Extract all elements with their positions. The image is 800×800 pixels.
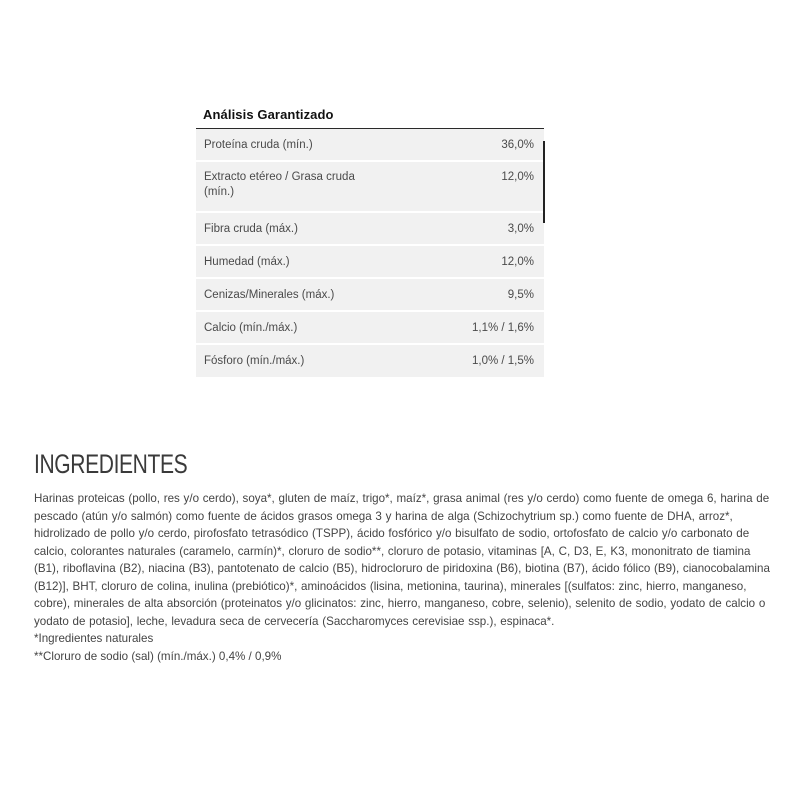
natural-ingredients-note: *Ingredientes naturales bbox=[34, 632, 154, 645]
analysis-table bbox=[196, 128, 544, 377]
scroll-indicator bbox=[543, 141, 545, 223]
ingredients-text: Harinas proteicas (pollo, res y/o cerdo), soya*, gluten de maíz, trigo*, maíz*, grasa animal (res y/o cerdo) como fuente de omega 6, harina de pescado (atún y/o salmón) como fuente de ácidos grasos omega 3 y harina de alga (Schizochytrium sp.) como fuente de DHA, arroz*, hidrolizado de pollo y/o cerdo, pirofosfato tetrasódico (TSPP), ácido fosfórico y/o bisulfato de sodio, ortofosfato de calcio y/o carbonato de calcio, colorantes naturales (caramelo, carmín)*, cloruro de sodio**, cloruro de potasio, vitaminas [A, C, D3, E, K3, mononitrato de tiamina (B1), riboflavina (B2), niacina (B3), pantotenato de calcio (B5), hidrocloruro de piridoxina (B6), biotina (B7), ácido fólico (B9), cianocobalamina (B12)], BHT, cloruro de colina, inulina (prebiótico)*, aminoácidos (lisina, metionina, taurina), minerales [(sulfatos: zinc, hierro, manganeso, cobre), minerales de alta absorción (proteinatos y/o glicinatos: zinc, hierro, manganeso, cobre, selenio), selenito de sodio, yodato de calcio o yodato de potasio], leche, levadura seca de cervecería (Saccharomyces cerevisiae ssp.), espinaca*. bbox=[34, 492, 770, 628]
analysis-label: Fibra cruda (máx.) bbox=[204, 223, 298, 235]
analysis-row-ash bbox=[196, 279, 544, 310]
analysis-label: Calcio (mín./máx.) bbox=[204, 322, 298, 334]
analysis-row-moisture bbox=[196, 246, 544, 277]
analysis-title: Análisis Garantizado bbox=[203, 107, 334, 122]
analysis-value: 9,5% bbox=[507, 289, 534, 301]
analysis-label: Fósforo (mín./máx.) bbox=[204, 355, 305, 367]
analysis-row-protein bbox=[196, 129, 544, 160]
analysis-row-calcium bbox=[196, 312, 544, 343]
guaranteed-analysis bbox=[196, 102, 544, 379]
analysis-value: 1,0% / 1,5% bbox=[471, 355, 534, 367]
analysis-value: 36,0% bbox=[501, 139, 534, 151]
analysis-label: Cenizas/Minerales (máx.) bbox=[204, 289, 335, 301]
analysis-label: Proteína cruda (mín.) bbox=[204, 139, 313, 151]
analysis-value: 1,1% / 1,6% bbox=[471, 322, 534, 334]
analysis-row-fiber bbox=[196, 213, 544, 244]
ingredients-title: INGREDIENTES bbox=[34, 449, 188, 479]
analysis-label: Humedad (máx.) bbox=[204, 256, 290, 268]
ingredients-section bbox=[34, 446, 778, 665]
analysis-row-fat bbox=[196, 162, 544, 211]
analysis-value: 12,0% bbox=[501, 171, 534, 183]
analysis-label: Extracto etéreo / Grasa cruda (mín.) bbox=[204, 171, 355, 198]
analysis-row-phosphorus bbox=[196, 345, 544, 377]
analysis-value: 12,0% bbox=[501, 256, 534, 268]
sodium-chloride-note: **Cloruro de sodio (sal) (mín./máx.) 0,4% / 0,9% bbox=[34, 649, 282, 663]
analysis-value: 3,0% bbox=[507, 223, 534, 235]
